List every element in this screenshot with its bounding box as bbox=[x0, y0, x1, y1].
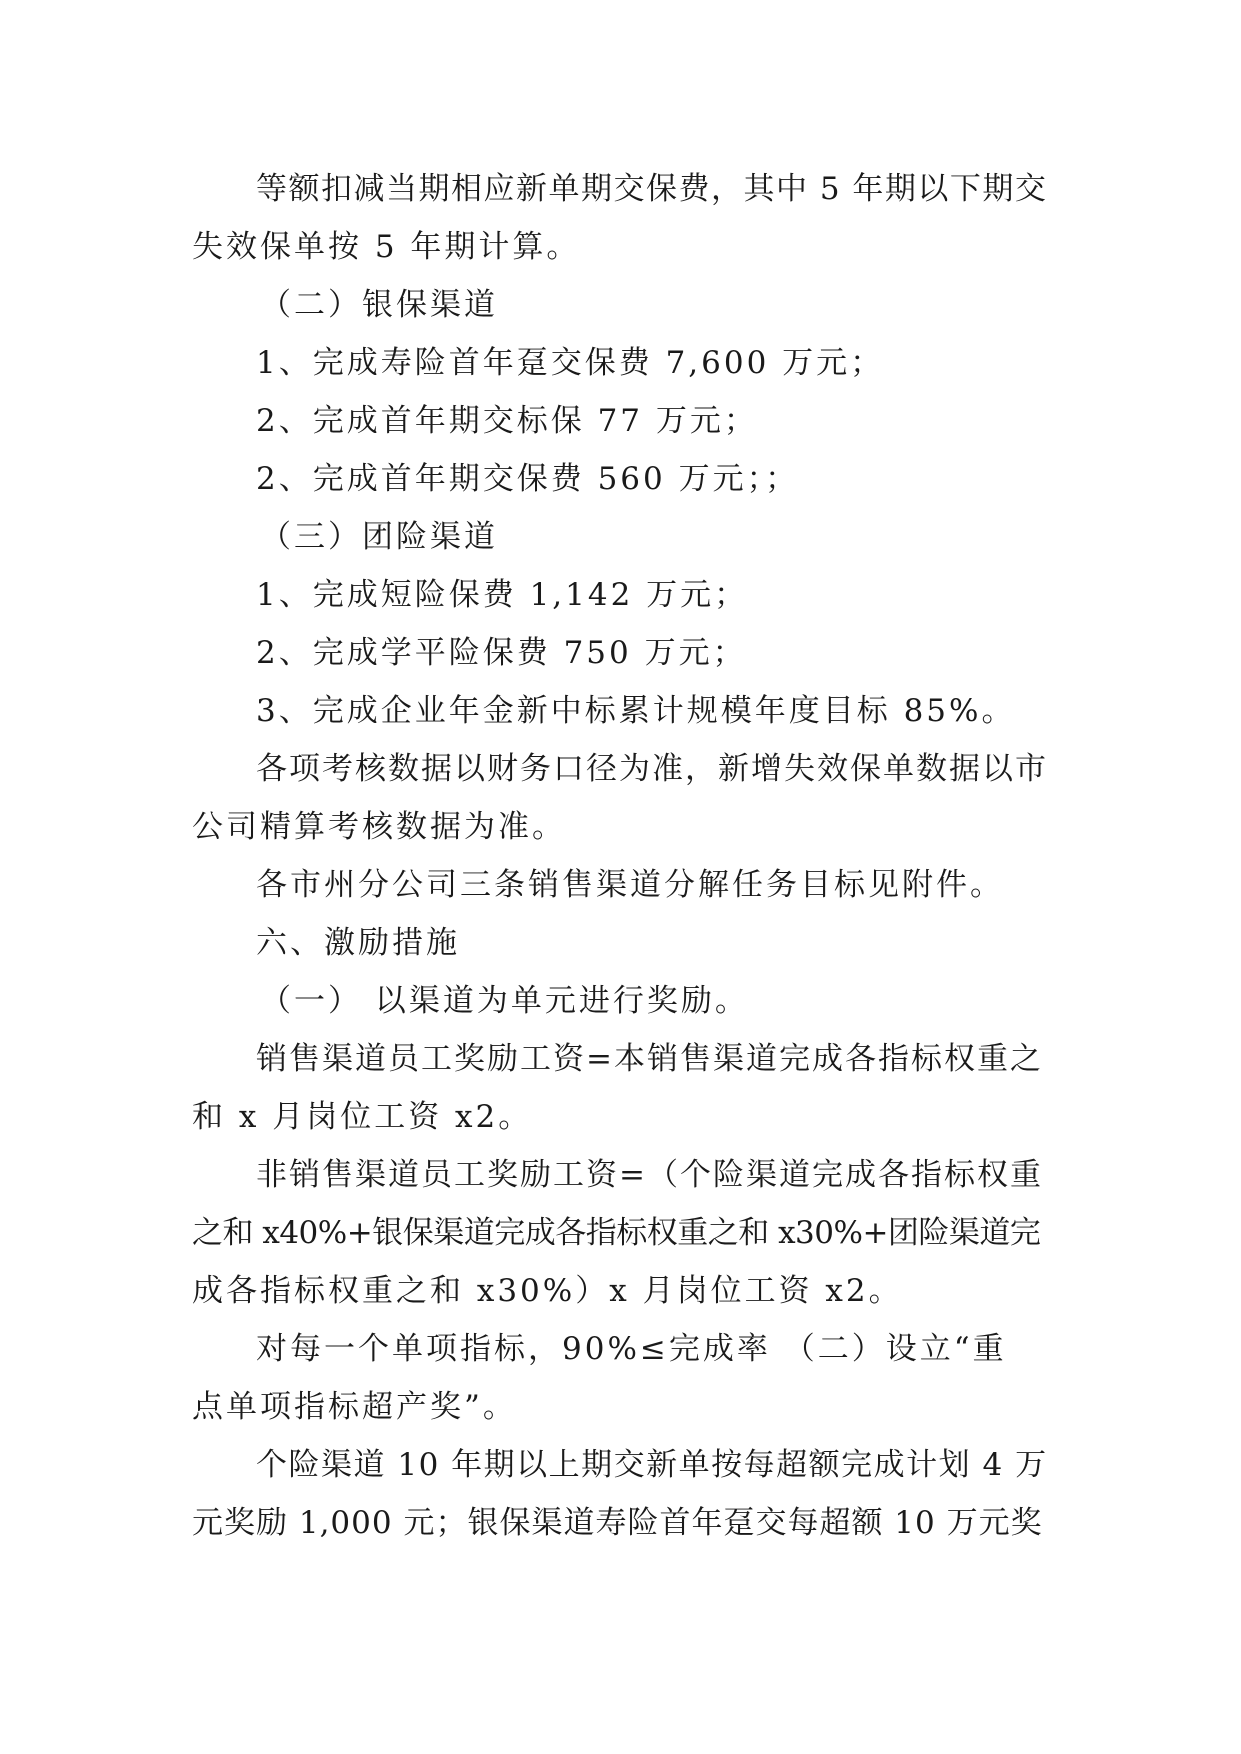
paragraph-line: 失效保单按 5 年期计算。 bbox=[192, 229, 581, 265]
list-item: 2、完成首年期交标保 77 万元； bbox=[256, 403, 758, 439]
paragraph-line: 对每一个单项指标，90%≤完成率 （二）设立“重 bbox=[256, 1331, 1007, 1367]
paragraph-line: 各市州分公司三条销售渠道分解任务目标见附件。 bbox=[256, 867, 1004, 903]
section-heading: （一） 以渠道为单元进行奖励。 bbox=[260, 983, 749, 1019]
paragraph-line: 销售渠道员工奖励工资=本销售渠道完成各指标权重之 bbox=[256, 1041, 1043, 1077]
section-heading: 六、激励措施 bbox=[256, 925, 460, 961]
list-item: 1、完成短险保费 1,142 万元； bbox=[256, 577, 749, 613]
paragraph-line: 成各指标权重之和 x30%）x 月岗位工资 x2。 bbox=[192, 1273, 903, 1309]
paragraph-line: 点单项指标超产奖”。 bbox=[192, 1389, 517, 1425]
paragraph-line: 各项考核数据以财务口径为准，新增失效保单数据以市 bbox=[256, 751, 1048, 787]
paragraph-line: 和 x 月岗位工资 x2。 bbox=[192, 1099, 533, 1135]
paragraph-line: 元奖励 1,000 元；银保渠道寿险首年趸交每超额 10 万元奖 bbox=[192, 1505, 1043, 1541]
list-item: 3、完成企业年金新中标累计规模年度目标 85%。 bbox=[256, 693, 1016, 729]
section-heading: （三）团险渠道 bbox=[260, 519, 498, 555]
paragraph-line: 个险渠道 10 年期以上期交新单按每超额完成计划 4 万 bbox=[256, 1447, 1048, 1483]
paragraph-line: 之和 x40%+银保渠道完成各指标权重之和 x30%+团险渠道完 bbox=[192, 1215, 1041, 1251]
section-heading: （二）银保渠道 bbox=[260, 287, 498, 323]
paragraph-line: 公司精算考核数据为准。 bbox=[192, 809, 566, 845]
list-item: 2、完成首年期交保费 560 万元；； bbox=[256, 461, 800, 497]
paragraph-line: 等额扣减当期相应新单期交保费，其中 5 年期以下期交 bbox=[256, 171, 1048, 207]
document-body bbox=[192, 160, 1052, 1552]
list-item: 1、完成寿险首年趸交保费 7,600 万元； bbox=[256, 345, 885, 381]
paragraph-line: 非销售渠道员工奖励工资=（个险渠道完成各指标权重 bbox=[256, 1157, 1043, 1193]
list-item: 2、完成学平险保费 750 万元； bbox=[256, 635, 747, 671]
